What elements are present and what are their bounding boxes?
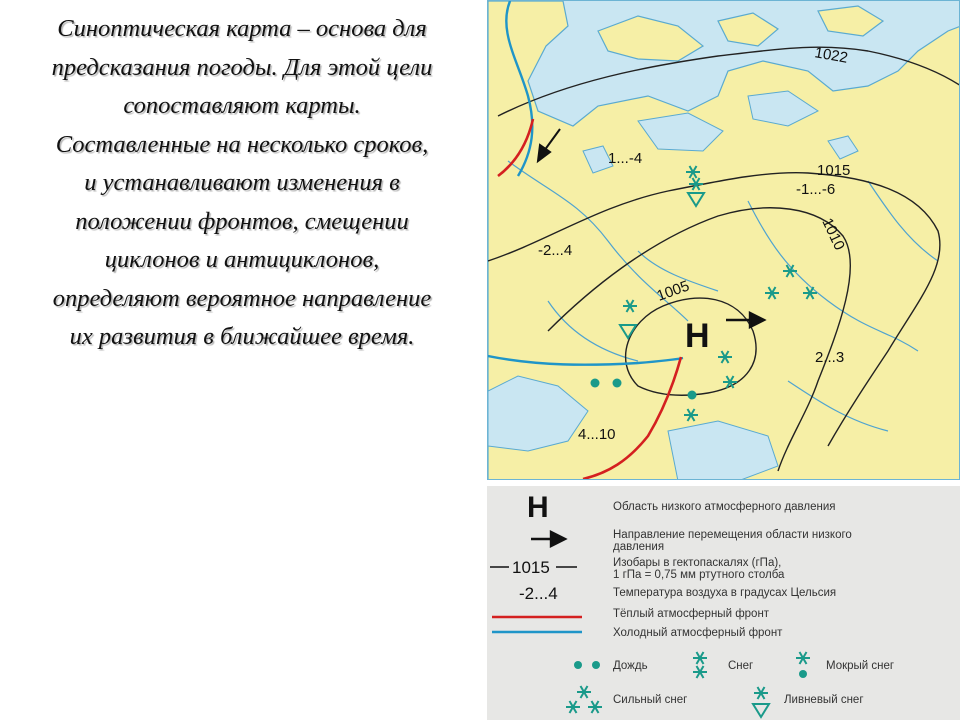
isobar-label: 1022 <box>813 44 850 67</box>
legend-text: Направление перемещения области низкого <box>613 529 852 541</box>
temperature-label: 4...10 <box>578 426 616 443</box>
synoptic-map <box>487 0 960 480</box>
rain-icon <box>574 661 600 669</box>
rain-icon <box>613 379 622 388</box>
snow-icon <box>693 652 707 678</box>
caption-line: определяют вероятное направление <box>52 284 432 312</box>
wet-snow-icon <box>796 652 810 678</box>
legend-heavy-snow-label: Сильный снег <box>613 694 688 706</box>
legend-text: Холодный атмосферный фронт <box>613 627 783 639</box>
legend-text: давления <box>613 541 665 553</box>
legend-text: Температура воздуха в градусах Цельсия <box>613 587 837 599</box>
caption-line: Составленные на несколько сроков, <box>55 130 429 158</box>
heavy-snow-icon <box>566 686 602 713</box>
isobar-label: 1015 <box>817 162 851 179</box>
temperature-label: 1...-4 <box>608 150 643 167</box>
map-legend <box>487 486 960 720</box>
temperature-icon: -2...4 <box>519 584 558 603</box>
low-pressure-letter-icon: Н <box>527 491 549 524</box>
caption-line: Синоптическая карта – основа для <box>57 15 427 42</box>
isobar-label: 1010 <box>818 215 848 253</box>
snow-shower-icon <box>753 687 769 717</box>
isobar-label: 1005 <box>654 277 692 305</box>
legend-snow-label: Снег <box>728 660 754 672</box>
legend-rain-label: Дождь <box>613 660 648 672</box>
caption-text <box>8 10 476 357</box>
caption-line: положении фронтов, смещении <box>75 207 409 235</box>
legend-text: Изобары в гектопаскалях (гПа), <box>613 557 782 569</box>
rain-icon <box>688 391 697 400</box>
arrow-icon <box>531 532 565 546</box>
legend-text: 1 гПа = 0,75 мм ртутного столба <box>613 569 785 581</box>
isobar-value: 1015 <box>512 558 550 577</box>
isobar-icon <box>490 558 577 577</box>
temperature-label: -1...-6 <box>796 181 836 198</box>
legend-text: Область низкого атмосферного давления <box>613 501 836 513</box>
rain-icon <box>591 379 600 388</box>
legend-wet-snow-label: Мокрый снег <box>826 660 895 672</box>
caption-line: их развития в ближайшее время. <box>69 323 415 350</box>
caption-line: и устанавливают изменения в <box>84 169 400 196</box>
caption-line: циклонов и антициклонов, <box>104 246 380 273</box>
legend-text: Тёплый атмосферный фронт <box>613 608 770 620</box>
legend-snow-shower-label: Ливневый снег <box>784 694 864 706</box>
temperature-label: 2...3 <box>815 349 845 366</box>
temperature-label: -2...4 <box>538 242 573 259</box>
caption-line: сопоставляют карты. <box>123 92 361 119</box>
low-pressure-symbol: Н <box>685 317 710 355</box>
caption-line: предсказания погоды. Для этой цели <box>51 53 433 81</box>
